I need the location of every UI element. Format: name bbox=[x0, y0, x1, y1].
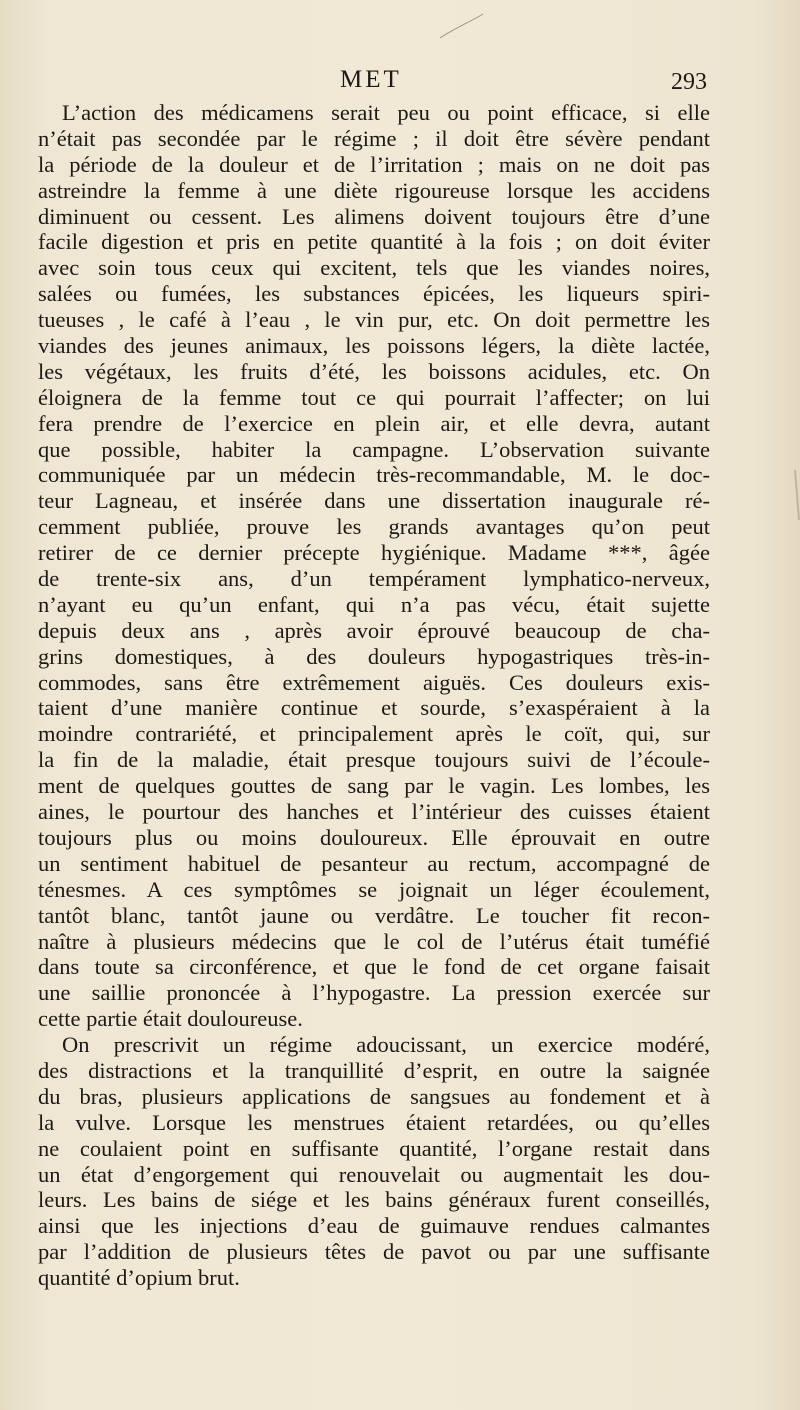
text-line: dans toute sa circonférence, et que le fond de cet organe faisait bbox=[38, 954, 710, 980]
text-line: la fin de la maladie, était presque toujours suivi de l’écoule- bbox=[38, 747, 710, 773]
text-line: une saillie prononcée à l’hypogastre. La pression exercée sur bbox=[38, 980, 710, 1006]
text-line: toujours plus ou moins douloureux. Elle éprouvait en outre bbox=[38, 824, 710, 850]
page-number: 293 bbox=[671, 69, 707, 95]
text-line: de trente-six ans, d’un tempérament lymphatico-nerveux, bbox=[38, 566, 710, 592]
text-line: ment de quelques gouttes de sang par le vagin. Les lombes, les bbox=[38, 773, 710, 799]
text-line: taient d’une manière continue et sourde, s’exaspéraient à la bbox=[38, 695, 710, 721]
text-line: que possible, habiter la campagne. L’observation suivante bbox=[38, 436, 710, 462]
text-line: diminuent ou cessent. Les alimens doivent toujours être d’une bbox=[38, 203, 710, 229]
text-line: viandes des jeunes animaux, les poissons légers, la diète lactée, bbox=[38, 333, 710, 359]
text-line: n’était pas secondée par le régime ; il doit être sévère pendant bbox=[38, 125, 710, 151]
text-line: un sentiment habituel de pesanteur au rectum, accompagné de bbox=[38, 850, 710, 876]
text-line: tueuses , le café à l’eau , le vin pur, etc. On doit permettre les bbox=[38, 307, 710, 333]
running-head-title: MET bbox=[340, 66, 402, 93]
text-line: la période de la douleur et de l’irritation ; mais on ne doit pas bbox=[38, 151, 710, 177]
text-line: On prescrivit un régime adoucissant, un exercice modéré, bbox=[62, 1032, 710, 1058]
text-line: fera prendre de l’exercice en plein air, et elle devra, autant bbox=[38, 410, 710, 436]
text-line: les végétaux, les fruits d’été, les boissons acidules, etc. On bbox=[38, 358, 710, 384]
text-line: naître à plusieurs médecins que le col de l’utérus était tuméfié bbox=[38, 928, 710, 954]
text-line: avec soin tous ceux qui excitent, tels que les viandes noires, bbox=[38, 255, 710, 281]
text-line: salées ou fumées, les substances épicées, les liqueurs spiri- bbox=[38, 281, 710, 307]
body-text bbox=[38, 100, 710, 1291]
text-line: des distractions et la tranquillité d’esprit, en outre la saignée bbox=[38, 1057, 710, 1083]
text-line: leurs. Les bains de siége et les bains généraux furent conseillés, bbox=[38, 1187, 710, 1213]
text-line: grins domestiques, à des douleurs hypogastriques très-in- bbox=[38, 643, 710, 669]
text-line: cemment publiée, prouve les grands avantages qu’on peut bbox=[38, 514, 710, 540]
text-line: du bras, plusieurs applications de sangsues au fondement et à bbox=[38, 1083, 710, 1109]
text-line: ne coulaient point en suffisante quantité, l’organe restait dans bbox=[38, 1135, 710, 1161]
text-line: teur Lagneau, et insérée dans une dissertation inaugurale ré- bbox=[38, 488, 710, 514]
text-line: retirer de ce dernier précepte hygiénique. Madame ***, âgée bbox=[38, 540, 710, 566]
text-line: quantité d’opium brut. bbox=[38, 1265, 240, 1291]
text-line: communiquée par un médecin très-recommandable, M. le doc- bbox=[38, 462, 710, 488]
text-line: un état d’engorgement qui renouvelait ou augmentait les dou- bbox=[38, 1161, 710, 1187]
text-line: moindre contrariété, et principalement après le coït, qui, sur bbox=[38, 721, 710, 747]
text-line: la vulve. Lorsque les menstrues étaient retardées, ou qu’elles bbox=[38, 1109, 710, 1135]
text-line: ténesmes. A ces symptômes se joignait un léger écoulement, bbox=[38, 876, 710, 902]
running-head bbox=[0, 66, 800, 102]
text-line: ainsi que les injections d’eau de guimauve rendues calmantes bbox=[38, 1213, 710, 1239]
text-line: facile digestion et pris en petite quantité à la fois ; on doit éviter bbox=[38, 229, 710, 255]
text-line: tantôt blanc, tantôt jaune ou verdâtre. Le toucher fit recon- bbox=[38, 902, 710, 928]
text-line: depuis deux ans , après avoir éprouvé beaucoup de cha- bbox=[38, 617, 710, 643]
text-line: L’action des médicamens serait peu ou point efficace, si elle bbox=[62, 100, 710, 125]
text-line: commodes, sans être extrêmement aiguës. Ces douleurs exis- bbox=[38, 669, 710, 695]
text-line: par l’addition de plusieurs têtes de pavot ou par une suffisante bbox=[38, 1239, 710, 1265]
text-line: cette partie était douloureuse. bbox=[38, 1006, 303, 1032]
text-line: aines, le pourtour des hanches et l’intérieur des cuisses étaient bbox=[38, 799, 710, 825]
text-line: éloignera de la femme tout ce qui pourrait l’affecter; on lui bbox=[38, 384, 710, 410]
text-line: astreindre la femme à une diète rigoureuse lorsque les accidens bbox=[38, 177, 710, 203]
text-line: n’ayant eu qu’un enfant, qui n’a pas vécu, était sujette bbox=[38, 591, 710, 617]
